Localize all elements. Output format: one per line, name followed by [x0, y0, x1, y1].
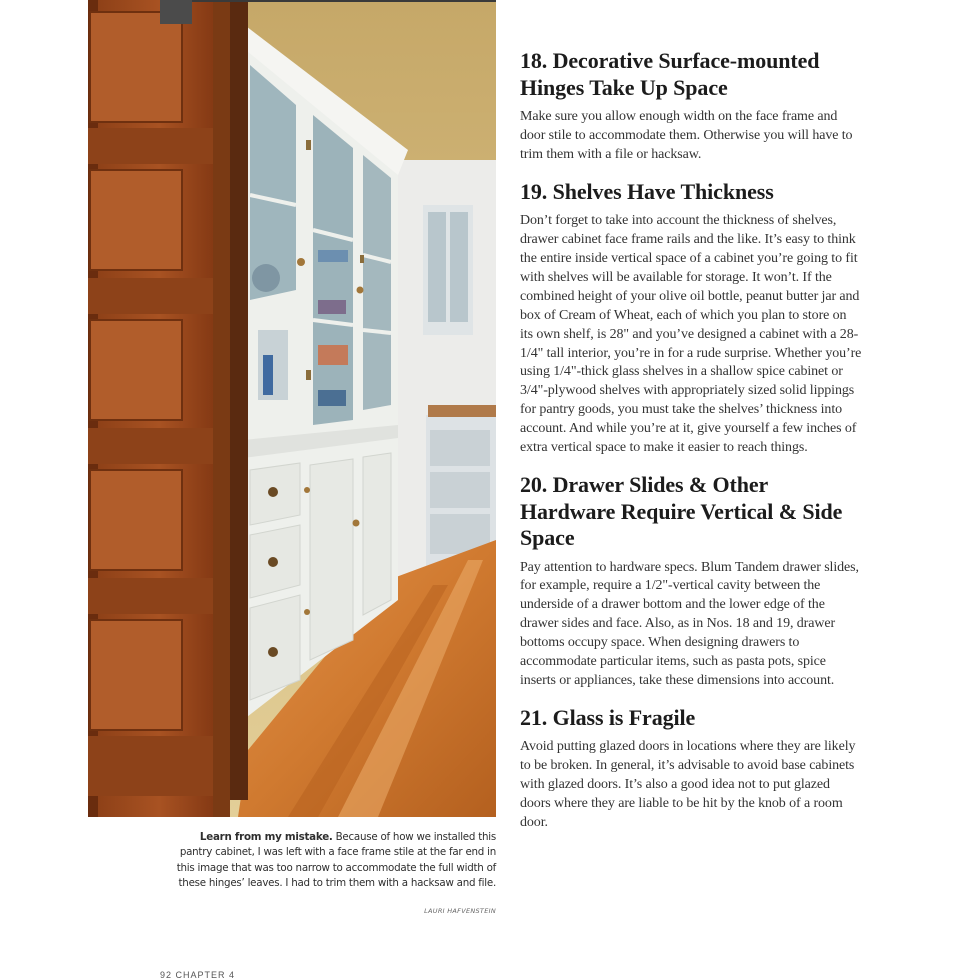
article-column — [520, 48, 862, 847]
caption-lead: Learn from my mistake. — [199, 831, 333, 843]
section-heading: 20. Drawer Slides & Other Hardware Require Vertical & Side Space — [520, 472, 843, 550]
pantry-cabinet-photo — [88, 0, 496, 817]
photo-caption — [166, 830, 496, 892]
section-20 — [520, 472, 862, 691]
section-heading: 19. Shelves Have Thickness — [520, 178, 774, 204]
section-body: Make sure you allow enough width on the face frame and door stile to accommodate them. Otherwise you will have to trim them with a file or hacksaw. — [520, 109, 853, 162]
section-18 — [520, 48, 862, 165]
section-body: Don’t forget to take into account the thickness of shelves, drawer cabinet face frame rails and the like. It’s easy to think the entire inside vertical space of a cabinet you’re going to fit with shelves will be available for storage. It won’t. If the combined height of your olive oil bottle, peanut butter jar and box of Cream of Wheat, each of which you plan to store on its own shelf, is 28" and you’ve designed a cabinet with a 28-1/4" tall interior, you’re in for a rude surprise. Whether you’re using 1/4"-thick glass shelves in a shallow spice cabinet or 3/4"-plywood shelves with appropriately sized solid lippings for pantry goods, you must take the shelves’ thickness into account. And while you’re at it, give yourself a few inches of extra vertical space to make it easier to reach things. — [520, 213, 862, 456]
photo-illustration — [88, 0, 496, 817]
section-heading: 21. Glass is Fragile — [520, 704, 696, 730]
section-body: Pay attention to hardware specs. Blum Tandem drawer slides, for example, require a 1/2"-vertical cavity between the underside of a drawer bottom and the lower edge of the drawer sides and face. Also, as in Nos. 18 and 19, drawer bottoms occupy space. When designing drawers to accommodate particular items, such as pasta pots, spice inserts or appliances, take these dimensions into account. — [520, 559, 859, 688]
caption-body: Because of how we installed this pantry cabinet, I was left with a face frame stile at the far end in this image that was too narrow to accommodate the full width of these hinges’ leaves. I had to trim them with a hacksaw and file. — [176, 831, 496, 890]
section-body: Avoid putting glazed doors in locations where they are likely to be broken. In general, it’s advisable to avoid base cabinets with glazed doors. It’s also a good idea not to put glazed doors where they are liable to be hit by the knob of a room door. — [520, 739, 856, 830]
section-21 — [520, 705, 862, 833]
section-heading: 18. Decorative Surface-mounted Hinges Take Up Space — [520, 48, 820, 100]
page-folio: 92 CHAPTER 4 — [160, 970, 236, 980]
photo-credit: LAURI HAFVENSTEIN — [424, 907, 496, 915]
section-19 — [520, 179, 862, 458]
